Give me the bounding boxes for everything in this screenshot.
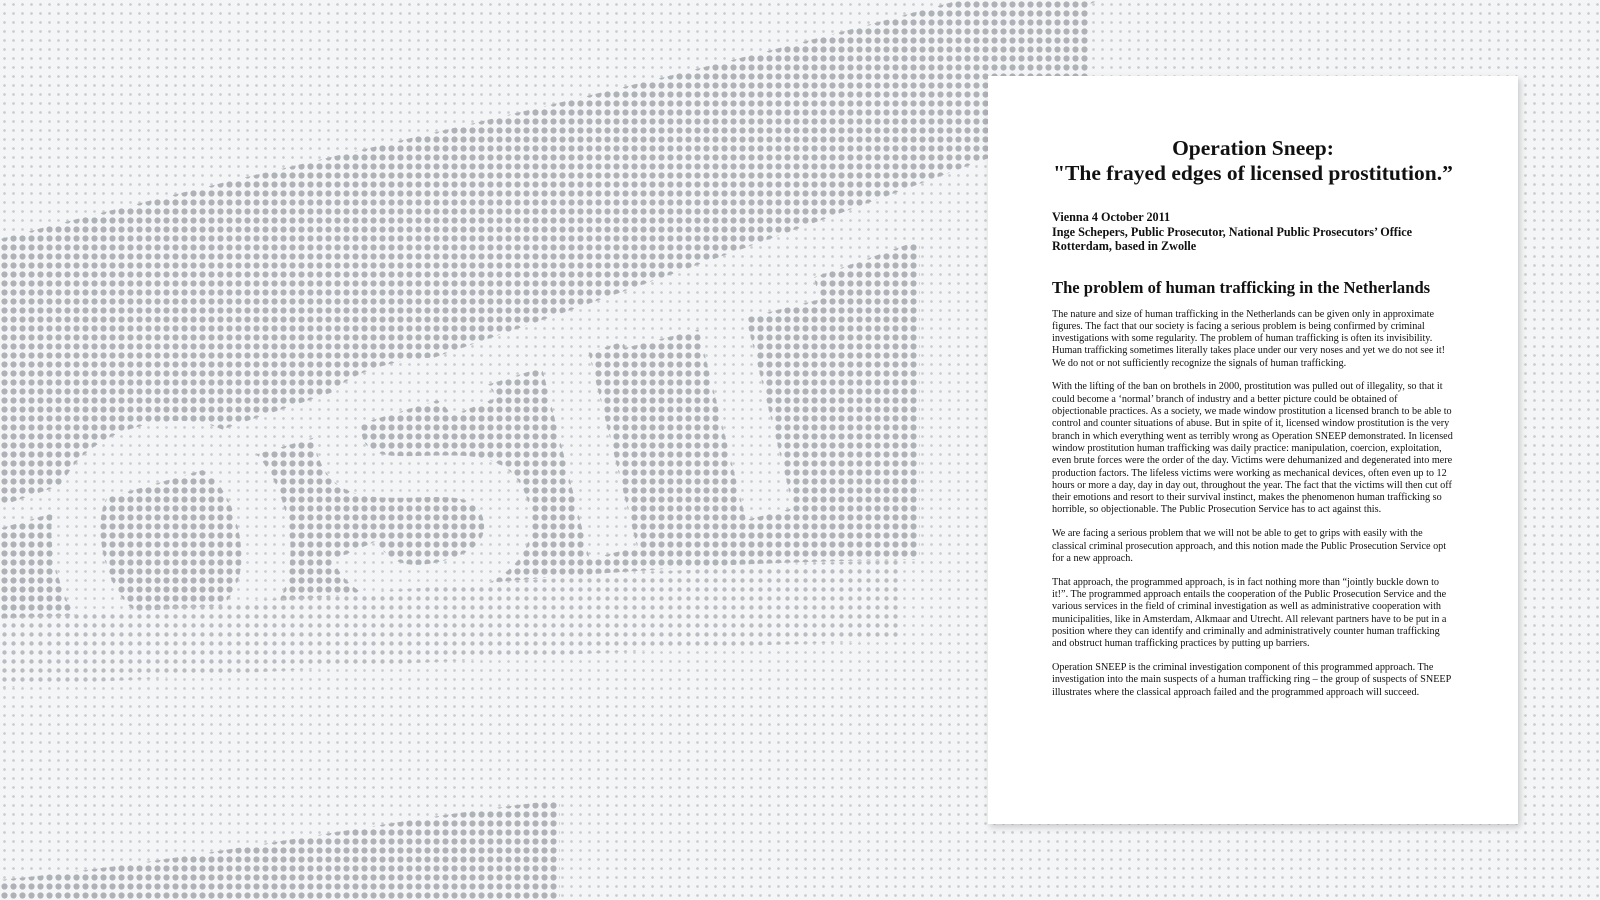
body-paragraph: Operation SNEEP is the criminal investigation component of this programmed approach. The investigation into the main suspects of a human trafficking ring – the group of suspects of SNEEP illustrates where the classical approach failed and the programmed approach will succeed. (1052, 661, 1451, 698)
body-paragraph: The nature and size of human trafficking in the Netherlands can be given only in approximate figures. The fact that our society is facing a serious problem is being confirmed by criminal investigations with some regularity. The problem of human trafficking is often its invisibility. Human trafficking sometimes literally takes place under our very noses and yet we do not see it! We do not or not sufficiently recognize the signals of human trafficking. (1052, 308, 1446, 369)
body-paragraph: That approach, the programmed approach, is in fact nothing more than “jointly buckle down to it!”. The programmed approach entails the cooperation of the Public Prosecution Service and the various services in the field of criminal investigation as well as administrative cooperation with municipalities, like in Amsterdam, Alkmaar and Utrecht. All relevant partners have to be put in a position where they can identify and criminally and administratively counter human trafficking and obstruct human trafficking practices by putting up barriers. (1052, 576, 1447, 650)
body-paragraph: We are facing a serious problem that we will not be able to get to grips with easily with the classical criminal prosecution approach, and this notion made the Public Prosecution Service opt for a new approach. (1052, 528, 1447, 564)
document-title (1052, 136, 1454, 186)
document-page (988, 76, 1518, 824)
document-title-line-1: Operation Sneep: (1172, 136, 1334, 160)
body-paragraph: With the lifting of the ban on brothels in 2000, prostitution was pulled out of illegality, so that it could become a ‘normal’ branch of industry and a better picture could be obtained of objectionable practices. As a society, we made window prostitution a licensed branch to be able to control and counter situations of abuse. But in spite of it, licensed window prostitution is the very branch in which everything went as terribly wrong as Operation SNEEP demonstrated. In licensed window prostitution human trafficking was daily practice: manipulation, coercion, exploitation, even brute forces were the order of the day. Victims were dehumanized and degenerated into mere production factors. The lifeless victims were working as mechanical devices, often even up to 12 hours or more a day, day in day out, throughout the year. The fact that the victims will then cut off their emotions and resort to their survival instinct, makes the phenomenon human trafficking so horrible, so objectionable. The Public Prosecution Service has to act against this. (1052, 381, 1453, 516)
byline-author: Inge Schepers, Public Prosecutor, National Public Prosecutors’ Office (1052, 224, 1413, 239)
byline-date: Vienna 4 October 2011 (1052, 210, 1171, 224)
document-byline (1052, 210, 1454, 254)
section-heading: The problem of human trafficking in the Netherlands (1052, 277, 1431, 297)
byline-location: Rotterdam, based in Zwolle (1052, 239, 1197, 253)
document-title-line-2: "The frayed edges of licensed prostitution.” (1053, 161, 1453, 185)
